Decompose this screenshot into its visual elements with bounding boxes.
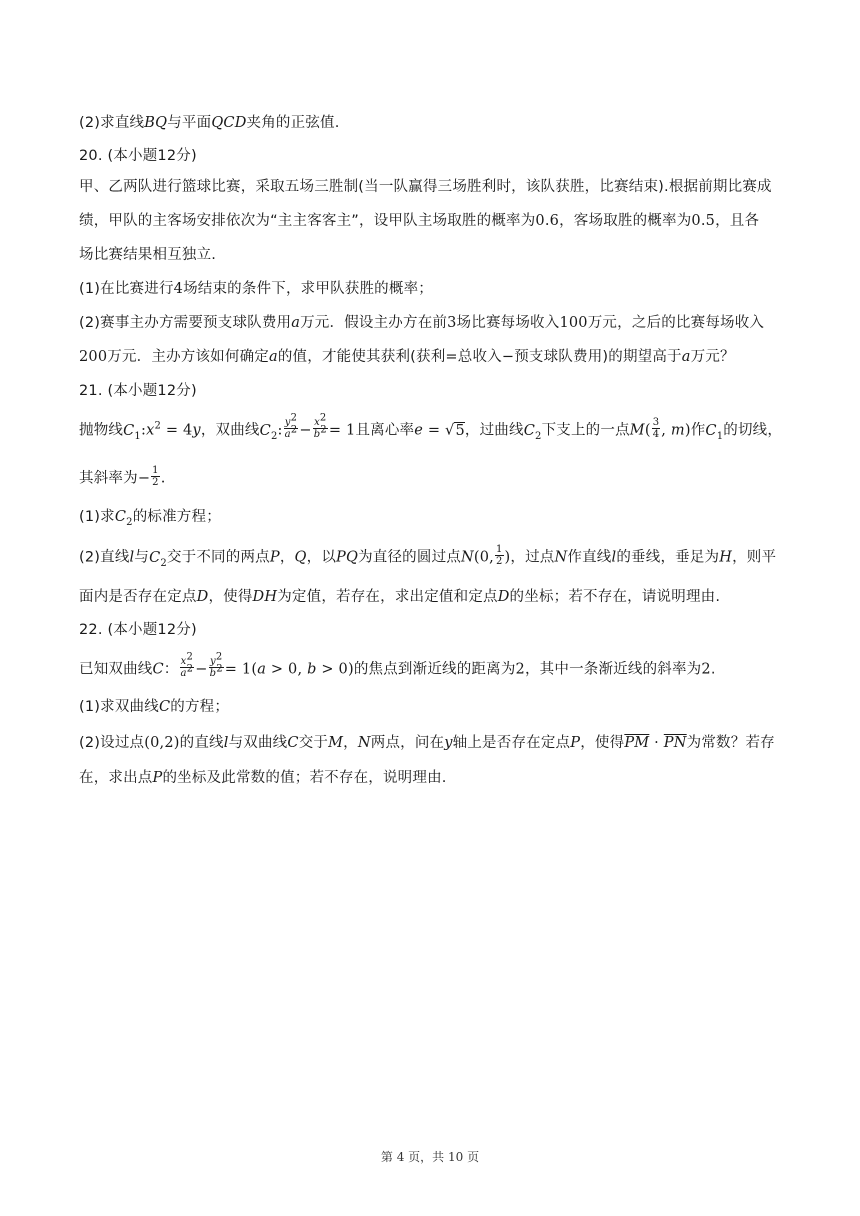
problem-20-part1: (1)在比赛进行4场结束的条件下，求甲队获胜的概率；	[79, 281, 433, 297]
problem-21-part1: (1)求$C_2$的标准方程；	[79, 509, 221, 528]
problem-20-part2-line1: (2)赛事主办方需要预支球队费用a万元．假设主办方在前3场比赛每场收入100万元，之后的比赛每场收入	[79, 315, 765, 331]
problem-21-part2-line2: 面内是否存在定点D，使得DH为定值，若存在，求出定值和定点D的坐标；若不存在，请说明理由.	[79, 589, 721, 605]
problem-20-stem-line2: 绩，甲队的主客场安排依次为“主主客客主”，设甲队主场取胜的概率为0.6，客场取胜的概率为0.5，且各	[79, 213, 760, 229]
page-footer: 第 4 页，共 10 页	[380, 1150, 480, 1164]
problem-22-part1: (1)求双曲线C的方程；	[79, 699, 230, 715]
problem-20-stem-line3: 场比赛结果相互独立.	[79, 247, 217, 263]
problem-22-stem: 已知双曲线C： $\frac{x^2}{a^2}$ − $\frac{y^2}{b^2}$ = 1(a > 0, b > 0)的焦点到渐近线的距离为2，其中一条渐近线的斜率为2.	[79, 651, 716, 679]
problem-22-part2-line2: 在，求出点P的坐标及此常数的值；若不存在，说明理由.	[79, 770, 447, 786]
problem-21-heading: 21. (本小题12分)	[79, 383, 197, 399]
problem-20-stem-line1: 甲、乙两队进行篮球比赛，采取五场三胜制(当一队赢得三场胜利时，该队获胜，比赛结束).根据前期比赛成	[79, 179, 772, 195]
problem-22-heading: 22. (本小题12分)	[79, 622, 197, 638]
problem-20-heading: 20. (本小题12分)	[79, 148, 197, 164]
q19-part2: (2)求直线BQ与平面QCD夹角的正弦值.	[79, 115, 340, 131]
problem-22-part2-line1: (2)设过点(0,2)的直线l与双曲线C交于M，N两点，问在y轴上是否存在定点P，使得$\overline{PM} \cdot \overline{PN}$为常数？若存	[79, 735, 775, 751]
problem-20-part2-line2: 200万元．主办方该如何确定a的值，才能使其获利(获利=总收入−预支球队费用)的期望高于a万元？	[79, 349, 735, 365]
problem-21-stem-line2: 其斜率为− $\frac{1}{2}$ .	[79, 465, 166, 488]
problem-21-part2-line1: (2)直线l与$C_2$交于不同的两点P，Q，以PQ为直径的圆过点N(0, $\frac{1}{2}$ )，过点N作直线l的垂线，垂足为H，则平	[79, 544, 777, 569]
problem-21-stem-line1: 抛物线$C_1:x^2 = 4y$，双曲线$C_2$: $\frac{y^2}{a^2}$ − $\frac{x^2}{b^2}$ = 1且离心率e = √5，过曲线$C_2$下支上的一点M( $\frac{3}{4}$ , m)作$C_1$的切线，	[79, 412, 783, 442]
